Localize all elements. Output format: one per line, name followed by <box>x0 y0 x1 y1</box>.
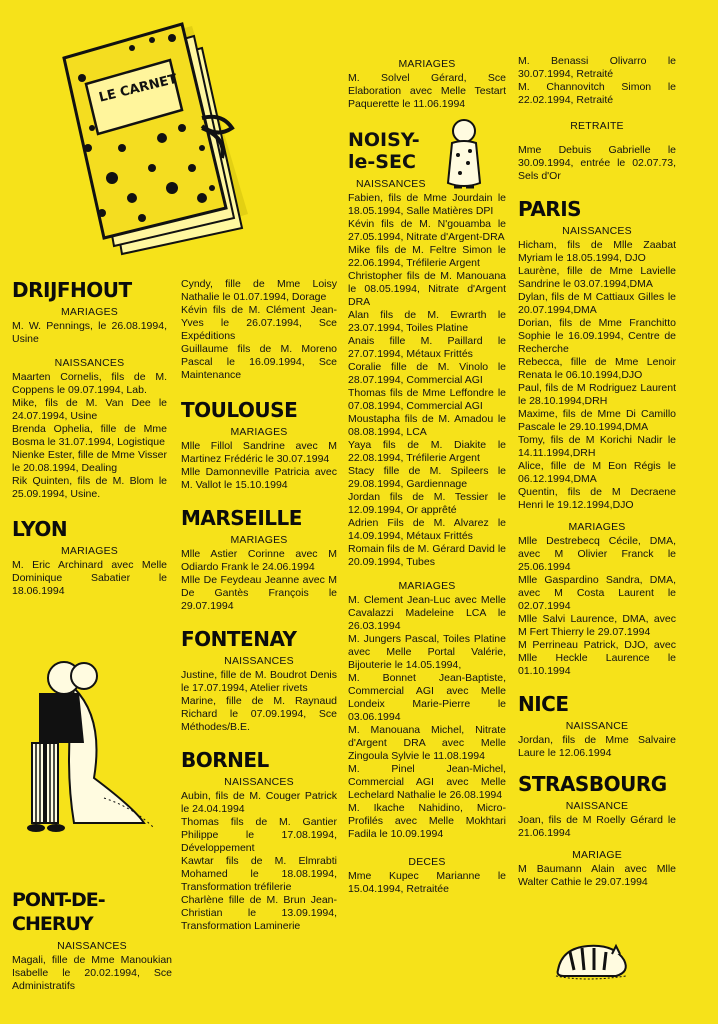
cartoon-character-illustration <box>440 115 488 195</box>
entry: Kawtar fils de M. Elmrabti Mohamed le 18.08.1994, Transformation tréfilerie <box>181 855 337 893</box>
city-title-noisy-line2: le-SEC <box>348 151 416 173</box>
city-title-nice: NICE <box>518 692 569 716</box>
entry: Guillaume fils de M. Moreno Pascal le 16.09.1994, Sce Maintenance <box>181 343 337 381</box>
section-label: MARIAGES <box>60 545 119 557</box>
city-title-lyon: LYON <box>12 517 68 541</box>
entry: M. Jungers Pascal, Toiles Platine avec Melle Portal Valérie, Bijouterie le 14.05.1994, <box>348 633 506 671</box>
entry: Mlle De Feydeau Jeanne avec M De Gantès François le 29.07.1994 <box>181 574 337 612</box>
entry: Adrien Fils de M. Alvarez le 14.09.1994, Métaux Frittés <box>348 517 506 542</box>
entry: Mlle Damonneville Patricia avec M. Vallot le 15.10.1994 <box>181 466 337 491</box>
entry: M. Solvel Gérard, Sce Elaboration avec Melle Testart Paquerette le 11.06.1994 <box>348 72 506 110</box>
city-title-strasbourg: STRASBOURG <box>518 772 667 796</box>
entry: Romain fils de M. Gérard David le 20.09.1994, Tubes <box>348 543 506 568</box>
city-title-toulouse: TOULOUSE <box>181 398 298 422</box>
entry: Jordan fils de M. Tessier le 12.09.1994, Or apprêté <box>348 491 506 516</box>
entry: Christopher fils de M. Manouana le 08.05.1994, Nitrate d'Argent DRA <box>348 270 506 308</box>
entry: Mme Debuis Gabrielle le 30.09.1994, entrée le 02.07.73, Sels d'Or <box>518 144 676 182</box>
column-2 <box>181 278 337 933</box>
city-title-paris: PARIS <box>518 197 582 221</box>
entry: Anais fille M. Paillard le 27.07.1994, Métaux Frittés <box>348 335 506 360</box>
entry: Mlle Fillol Sandrine avec M Martinez Frédéric le 30.07.1994 <box>181 440 337 465</box>
entry: Alice, fille de M Eon Régis le 06.12.1994,DMA <box>518 460 676 485</box>
entry: M. Clement Jean-Luc avec Melle Cavalazzi Madeleine LCA le 26.03.1994 <box>348 594 506 632</box>
entry: Stacy fille de M. Spileers le 29.08.1994, Gardiennage <box>348 465 506 490</box>
entry: Magali, fille de Mme Manoukian Isabelle le 20.02.1994, Sce Administratifs <box>12 954 172 992</box>
sleeping-cat-illustration <box>552 936 632 980</box>
entry: Maxime, fils de Mme Di Camillo Pascale le 29.10.1994,DMA <box>518 408 676 433</box>
column-3 <box>348 55 506 896</box>
city-title-marseille: MARSEILLE <box>181 506 302 530</box>
entry: Thomas fils de Mme Leffondre le 07.08.1994, Commercial AGI <box>348 387 506 412</box>
entry: M Perrineau Patrick, DJO, avec Mlle Heckle Laurence le 01.10.1994 <box>518 639 676 677</box>
dancing-couple-illustration <box>14 648 164 838</box>
entry: Joan, fils de M Roelly Gérard le 21.06.1994 <box>518 814 676 839</box>
entry: Mike, fils de M. Van Dee le 24.07.1994, Usine <box>12 397 167 422</box>
entry: Jordan, fils de Mme Salvaire Laure le 12.06.1994 <box>518 734 676 759</box>
section-label: MARIAGES <box>230 426 288 438</box>
entry: Cyndy, fille de Mme Loisy Nathalie le 01.07.1994, Dorage <box>181 278 337 303</box>
entry: Justine, fille de M. Boudrot Denis le 17.07.1994, Atelier rivets <box>181 669 337 694</box>
column-4 <box>518 55 676 889</box>
entry: Dorian, fils de Mme Franchitto Sophie le 16.09.1994, Centre de Recherche <box>518 317 676 355</box>
city-title-fontenay: FONTENAY <box>181 627 297 651</box>
city-title-noisy-line1: NOISY- <box>348 129 420 151</box>
entry: Rebecca, fille de Mme Lenoir Renata le 06.10.1994,DJO <box>518 356 676 381</box>
section-label: NAISSANCES <box>54 357 125 369</box>
city-title-drijfhout: DRIJFHOUT <box>12 278 132 302</box>
entry: Brenda Ophelia, fille de Mme Bosma le 31.07.1994, Logistique <box>12 423 167 448</box>
column-1 <box>12 278 167 598</box>
section-label: NAISSANCES <box>562 225 632 237</box>
section-label: MARIAGES <box>568 521 626 533</box>
entry: Hicham, fils de Mlle Zaabat Myriam le 18.05.1994, DJO <box>518 239 676 264</box>
entry: Marine, fille de M. Raynaud Richard le 07.09.1994, Sce Méthodes/B.E. <box>181 695 337 733</box>
entry: Thomas fils de M. Gantier Philippe le 17.08.1994, Développement <box>181 816 337 854</box>
section-label: NAISSANCE <box>565 800 629 812</box>
section-label: MARIAGES <box>398 580 456 592</box>
entry: Dylan, fils de M Cattiaux Gilles le 20.07.1994,DMA <box>518 291 676 316</box>
section-label: NAISSANCES <box>224 655 294 667</box>
entry: Fabien, fils de Mme Jourdain le 18.05.1994, Salle Matières DPI <box>348 192 506 217</box>
entry: Tomy, fils de M Korichi Nadir le 14.11.1994,DRH <box>518 434 676 459</box>
entry: Aubin, fils de M. Couger Patrick le 24.04.1994 <box>181 790 337 815</box>
entry: Paul, fils de M Rodriguez Laurent le 28.10.1994,DRH <box>518 382 676 407</box>
section-label: MARIAGES <box>60 306 119 318</box>
entry: Yaya fils de M. Diakite le 22.08.1994, Tréfilerie Argent <box>348 439 506 464</box>
entry: Kévin fils de M. Clément Jean-Yves le 26.07.1994, Sce Expéditions <box>181 304 337 342</box>
entry: Mlle Destrebecq Cécile, DMA, avec M Olivier Franck le 25.06.1994 <box>518 535 676 573</box>
section-label: NAISSANCES <box>224 776 294 788</box>
entry: Nienke Ester, fille de Mme Visser le 20.08.1994, Dealing <box>12 449 167 474</box>
section-label: MARIAGE <box>572 849 622 861</box>
entry: Kévin fils de M. N'gouamba le 27.05.1994, Nitrate d'Argent-DRA <box>348 218 506 243</box>
entry: Moustapha fils de M. Amadou le 08.08.1994, LCA <box>348 413 506 438</box>
city-title-pont-de-cheruy: PONT-DE-CHERUY <box>12 889 105 935</box>
entry: Laurène, fille de Mme Lavielle Sandrine le 03.07.1994,DMA <box>518 265 676 290</box>
entry: Rik Quinten, fils de M. Blom le 25.09.1994, Usine. <box>12 475 167 500</box>
section-label: MARIAGES <box>398 58 456 70</box>
entry: Mlle Astier Corinne avec M Odiardo Frank le 24.06.1994 <box>181 548 337 573</box>
le-carnet-notebook-illustration <box>52 18 262 258</box>
column-1-bottom <box>12 888 172 993</box>
entry: Mme Kupec Marianne le 15.04.1994, Retraitée <box>348 870 506 895</box>
entry: M Baumann Alain avec Mlle Walter Cathie le 29.07.1994 <box>518 863 676 888</box>
entry: M. Benassi Olivarro le 30.07.1994, Retraité <box>518 55 676 80</box>
entry: Coralie fille de M. Vinolo le 28.07.1994, Commercial AGI <box>348 361 506 386</box>
city-title-bornel: BORNEL <box>181 748 269 772</box>
entry: Mlle Salvi Laurence, DMA, avec M Fert Thierry le 29.07.1994 <box>518 613 676 638</box>
section-label: MARIAGES <box>230 534 288 546</box>
logo-text: LE CARNET <box>97 71 179 106</box>
entry: M. W. Pennings, le 26.08.1994, Usine <box>12 320 167 345</box>
section-label: NAISSANCES <box>57 940 127 952</box>
entry: M. Manouana Michel, Nitrate d'Argent DRA avec Melle Zingoula Sylvie le 11.08.1994 <box>348 724 506 762</box>
entry: M. Channovitch Simon le 22.02.1994, Retraité <box>518 81 676 106</box>
entry: M. Eric Archinard avec Melle Dominique Sabatier le 18.06.1994 <box>12 559 167 597</box>
entry: Quentin, fils de M Decraene Henri le 19.12.1994,DJO <box>518 486 676 511</box>
entry: M. Bonnet Jean-Baptiste, Commercial AGI avec Melle Londeix Marie-Pierre le 03.06.1994 <box>348 672 506 723</box>
section-label: NAISSANCE <box>565 720 629 732</box>
entry: M. Ikache Nahidino, Micro-Profilés avec Melle Mokhtari Fadila le 10.09.1994 <box>348 802 506 840</box>
section-label: RETRAITE <box>570 120 624 132</box>
entry: Alan fils de M. Ewrarth le 23.07.1994, Toiles Platine <box>348 309 506 334</box>
entry: M. Pinel Jean-Michel, Commercial AGI avec Melle Lechelard Nathalie le 26.08.1994 <box>348 763 506 801</box>
section-label: DECES <box>408 856 446 868</box>
entry: Maarten Cornelis, fils de M. Coppens le 09.07.1994, Lab. <box>12 371 167 396</box>
entry: Charlène fille de M. Brun Jean-Christian le 13.09.1994, Transformation Laminerie <box>181 894 337 932</box>
entry: Mike fils de M. Feltre Simon le 22.06.1994, Tréfilerie Argent <box>348 244 506 269</box>
section-label: NAISSANCES <box>356 178 426 190</box>
entry: Mlle Gaspardino Sandra, DMA, avec M Costa Laurent le 02.07.1994 <box>518 574 676 612</box>
